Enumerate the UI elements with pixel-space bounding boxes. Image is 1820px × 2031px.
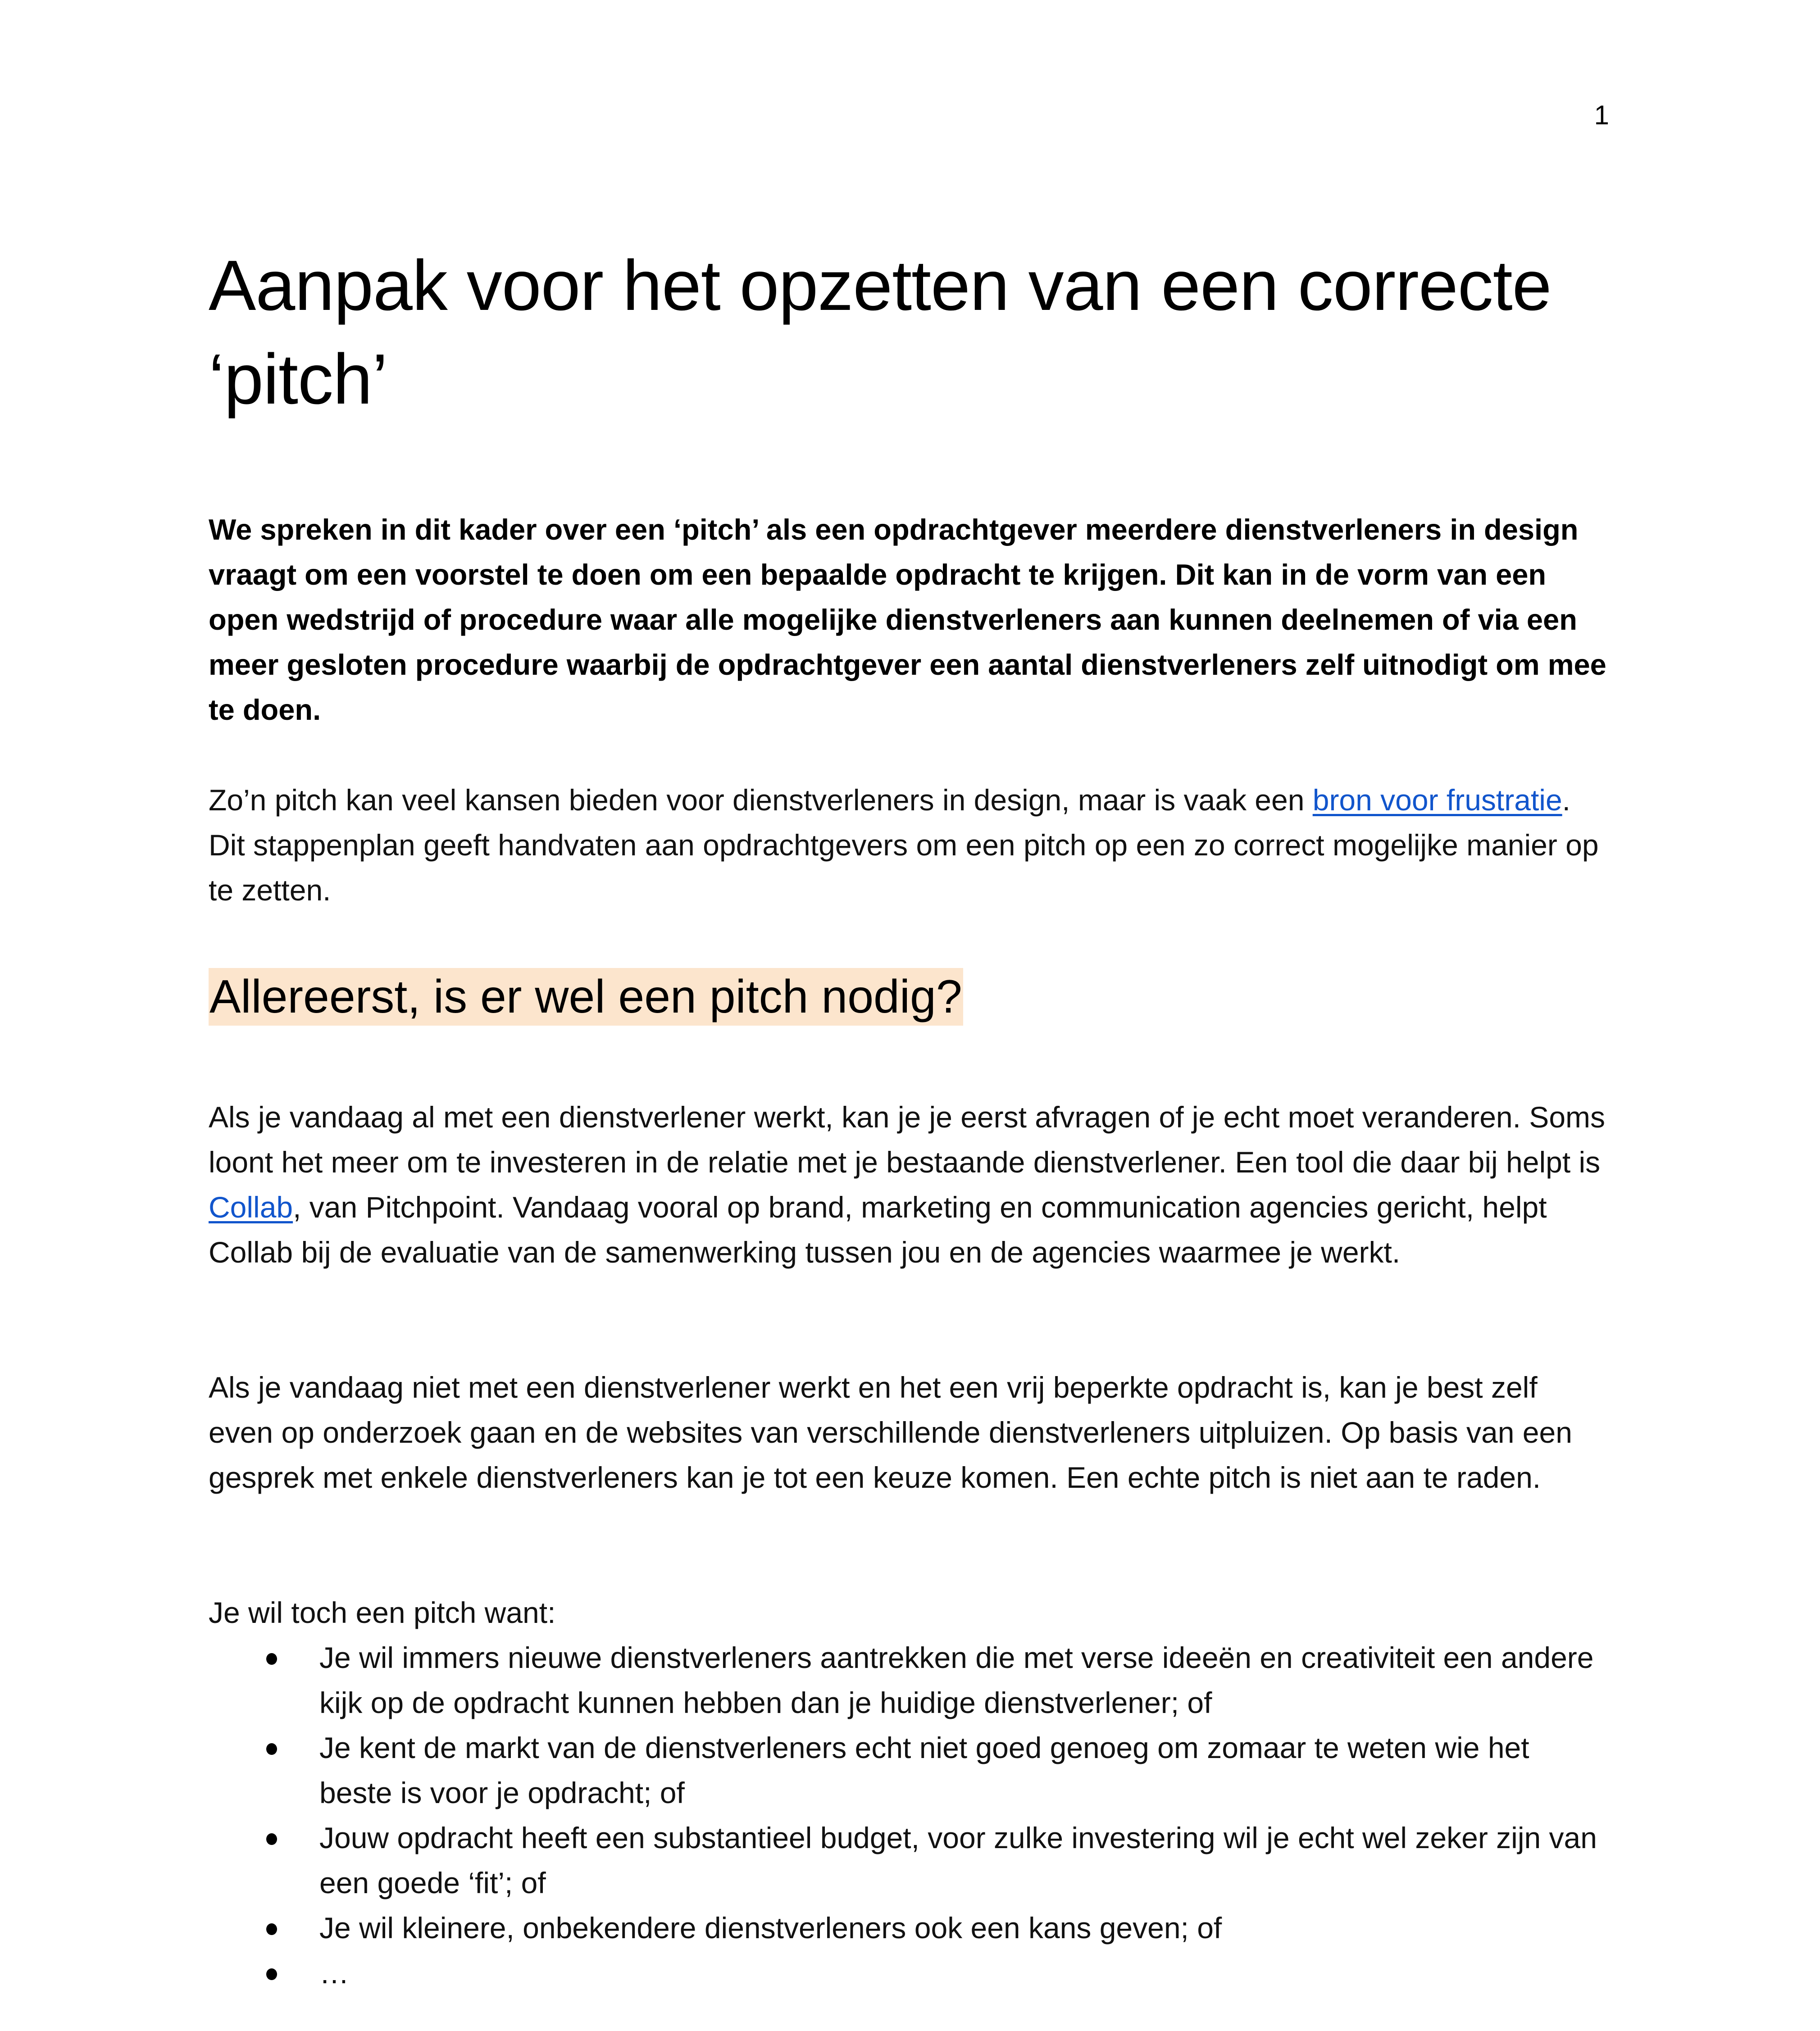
list-item-text: …	[319, 1956, 349, 1990]
list-item-text: Jouw opdracht heeft een substantieel budget, voor zulke investering wil je echt wel zeker zijn van een goede ‘fit’; of	[319, 1821, 1597, 1899]
list-item	[209, 1905, 1610, 1950]
bullet-icon	[266, 1833, 277, 1845]
bron-voor-frustratie-link[interactable]: bron voor frustratie	[1312, 783, 1562, 817]
list-item	[209, 1950, 1610, 1995]
existing-text-after-link: , van Pitchpoint. Vandaag vooral op brand, marketing en communication agencies gericht, helpt Collab bij de evaluatie van de samenwerking tussen jou en de agencies waarmee je werkt.	[209, 1190, 1547, 1269]
no-provider-paragraph: Als je vandaag niet met een dienstverlener werkt en het een vrij beperkte opdracht is, kan je best zelf even op onderzoek gaan en de websites van verschillende dienstverleners uitpluizen. Op basis van een gesprek met enkele dienstverleners kan je tot een keuze komen. Een echte pitch is niet aan te raden.	[209, 1371, 1572, 1494]
document-title: Aanpak voor het opzetten van een correcte ‘pitch’	[209, 246, 1552, 419]
intro-paragraph	[209, 777, 1610, 913]
list-item	[209, 1815, 1610, 1905]
bullet-icon	[266, 1923, 277, 1935]
bullet-icon	[266, 1743, 277, 1755]
list-item	[209, 1635, 1610, 1725]
lead-paragraph: We spreken in dit kader over een ‘pitch’ als een opdrachtgever meerdere dienstverleners in design vraagt om een voorstel te doen om een bepaalde opdracht te krijgen. Dit kan in de vorm van een open wedstrijd of procedure waar alle mogelijke dienstverleners aan kunnen deelnemen of via een meer gesloten procedure waarbij de opdrachtgever een aantal dienstverleners zelf uitnodigt om mee te doen.	[209, 513, 1606, 726]
bullet-icon	[266, 1968, 277, 1980]
intro-text-before-link: Zo’n pitch kan veel kansen bieden voor dienstverleners in design, maar is vaak een	[209, 783, 1313, 817]
want-pitch-intro: Je wil toch een pitch want:	[209, 1596, 556, 1629]
collab-link[interactable]: Collab	[209, 1190, 293, 1224]
list-item-text: Je wil immers nieuwe dienstverleners aantrekken die met verse ideeën en creativiteit een andere kijk op de opdracht kunnen hebben dan je huidige dienstverlener; of	[319, 1641, 1594, 1719]
list-item-text: Je wil kleinere, onbekendere dienstverleners ook een kans geven; of	[319, 1911, 1222, 1945]
list-item-text: Je kent de markt van de dienstverleners echt niet goed genoeg om zomaar te weten wie het beste is voor je opdracht; of	[319, 1731, 1529, 1809]
section-heading: Allereerst, is er wel een pitch nodig?	[209, 968, 963, 1026]
reasons-list	[209, 1635, 1610, 1995]
bullet-icon	[266, 1653, 277, 1665]
page-number: 1	[1594, 100, 1609, 130]
list-item	[209, 1725, 1610, 1815]
existing-provider-paragraph	[209, 1095, 1610, 1275]
intro-text-after-link: . Dit stappenplan geeft handvaten aan opdrachtgevers om een pitch op een zo correct mogelijke manier op te zetten.	[209, 783, 1599, 907]
existing-text-before-link: Als je vandaag al met een dienstverlener werkt, kan je je eerst afvragen of je echt moet veranderen. Soms loont het meer om te investeren in de relatie met je bestaande dienstverlener. Een tool die daar bij helpt is	[209, 1100, 1606, 1179]
